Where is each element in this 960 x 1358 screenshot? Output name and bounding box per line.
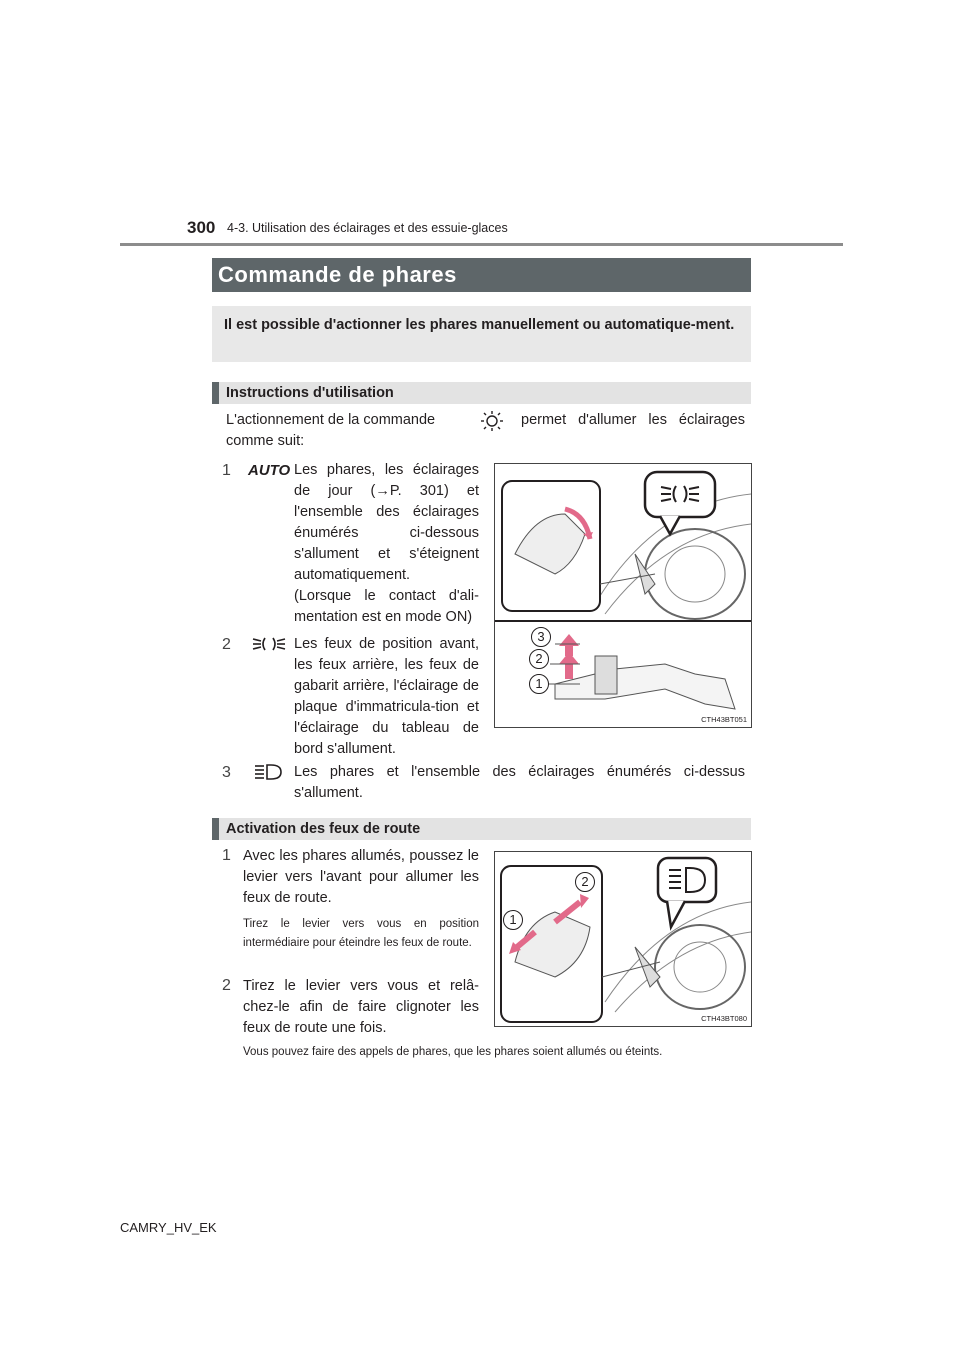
- figure-callout-2: 2: [575, 872, 595, 892]
- header-rule: [120, 243, 843, 246]
- figure-code: CTH43BT080: [701, 1014, 747, 1023]
- item-number: 2: [222, 636, 231, 653]
- item-note: Tirez le levier vers vous en position intermédiaire pour éteindre les feux de route.: [243, 918, 479, 949]
- item-number: 2: [222, 977, 231, 994]
- item-text: Les phares et l'ensemble des éclairages énumérés ci-dessus s'allument.: [294, 764, 745, 801]
- lead-text-before: L'actionnement de la commande: [226, 412, 436, 428]
- figure-code: CTH43BT051: [701, 715, 747, 724]
- figure-headlight-switch: [494, 463, 752, 728]
- section-heading-high-beam: Activation des feux de route: [212, 818, 751, 840]
- item-text: Tirez le levier vers vous et relâ-chez-le afin de faire clignoter les feux de route une fois.: [243, 978, 479, 1036]
- item-number: 1: [222, 847, 231, 864]
- lead-text-after: permet d'allumer les éclairages comme suit:: [226, 412, 745, 449]
- footer-code: CAMRY_HV_EK: [120, 1220, 217, 1235]
- figure-callout-1: 1: [529, 674, 549, 694]
- figure-high-beam-lever: [494, 851, 752, 1027]
- parking-light-icon: [251, 634, 287, 654]
- item-text: Avec les phares allumés, poussez le levier vers l'avant pour allumer les feux de route.: [243, 848, 479, 906]
- figure-callout-3: 3: [531, 627, 551, 647]
- auto-icon: AUTO: [248, 462, 291, 479]
- page-number: 300: [187, 218, 216, 237]
- item-note: (Lorsque le contact d'ali-mentation est en mode ON): [294, 588, 479, 625]
- figure-callout-2: 2: [529, 649, 549, 669]
- section-heading-instructions: Instructions d'utilisation: [212, 382, 751, 404]
- intro-box: Il est possible d'actionner les phares manuellement ou automatique-ment.: [212, 306, 751, 362]
- page-title: Commande de phares: [212, 258, 751, 292]
- chapter-title: 4-3. Utilisation des éclairages et des essuie-glaces: [227, 221, 508, 235]
- item-number: 3: [222, 764, 231, 781]
- item-number: 1: [222, 462, 231, 479]
- item-text: Les phares, les éclairages de jour (→P. 301) et l'ensemble des éclairages énumérés ci-dessous s'allument et s'éteignent automatiquement.: [294, 462, 479, 583]
- item-text: Les feux de position avant, les feux arrière, les feux de gabarit arrière, l'éclairage de plaque d'immatricula-tion et l'éclairage du tableau de bord s'allument.: [294, 636, 479, 757]
- headlight-icon: [253, 762, 285, 782]
- figure-callout-1: 1: [503, 910, 523, 930]
- final-note: Vous pouvez faire des appels de phares, que les phares soient allumés ou éteints.: [243, 1046, 663, 1058]
